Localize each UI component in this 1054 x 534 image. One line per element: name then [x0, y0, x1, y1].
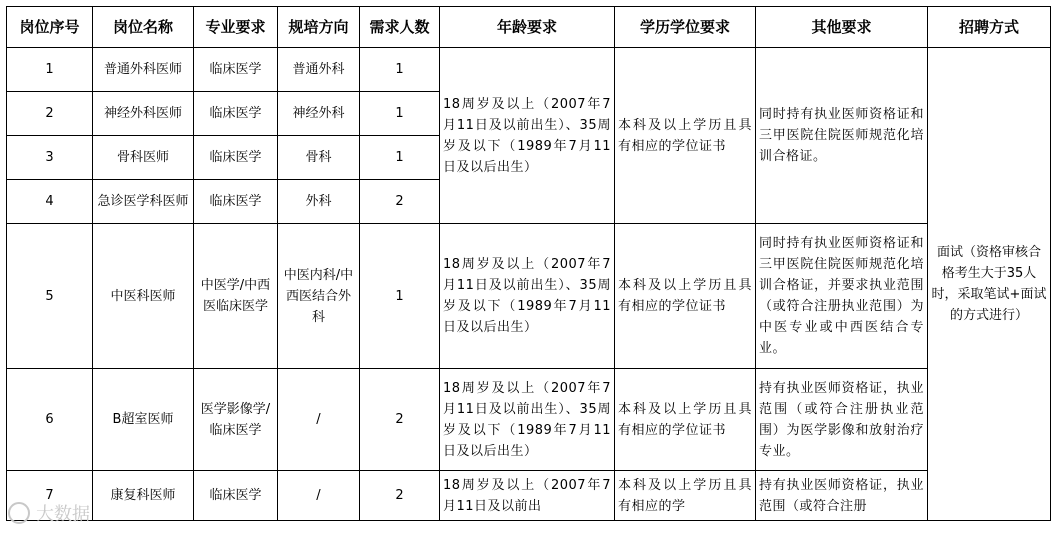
header-cell: 岗位名称	[93, 7, 194, 48]
training-direction: 普通外科	[278, 48, 360, 92]
age-requirement: 18周岁及以上（2007年7月11日及以前出	[440, 471, 615, 521]
header-cell: 年龄要求	[440, 7, 615, 48]
watermark	[8, 500, 90, 526]
education-requirement: 本科及以上学历且具有相应的学位证书	[615, 224, 756, 369]
header-row	[7, 7, 1051, 48]
training-direction: 中医内科/中西医结合外科	[278, 224, 360, 369]
headcount: 2	[360, 180, 440, 224]
position-name: 骨科医师	[93, 136, 194, 180]
position-no: 6	[7, 369, 93, 471]
header-cell: 规培方向	[278, 7, 360, 48]
position-no: 1	[7, 48, 93, 92]
position-name: 急诊医学科医师	[93, 180, 194, 224]
other-requirement: 同时持有执业医师资格证和三甲医院住院医师规范化培训合格证，并要求执业范围（或符合注册执业范围）为中医专业或中西医结合专业。	[756, 224, 928, 369]
position-name: 神经外科医师	[93, 92, 194, 136]
position-no: 7	[7, 471, 93, 521]
training-direction: 神经外科	[278, 92, 360, 136]
table-row	[7, 224, 1051, 369]
major-req: 医学影像学/临床医学	[194, 369, 278, 471]
header-cell: 其他要求	[756, 7, 928, 48]
header-cell: 招聘方式	[928, 7, 1051, 48]
watermark-logo-icon	[8, 502, 30, 524]
other-requirement: 持有执业医师资格证，执业范围（或符合注册执业范围）为医学影像和放射治疗专业。	[756, 369, 928, 471]
watermark-text: 大数据	[36, 504, 90, 525]
position-name: 普通外科医师	[93, 48, 194, 92]
table-row	[7, 48, 1051, 92]
position-no: 4	[7, 180, 93, 224]
education-requirement: 本科及以上学历且具有相应的学位证书	[615, 48, 756, 224]
header-cell: 需求人数	[360, 7, 440, 48]
position-no: 2	[7, 92, 93, 136]
major-req: 临床医学	[194, 92, 278, 136]
other-requirement: 同时持有执业医师资格证和三甲医院住院医师规范化培训合格证。	[756, 48, 928, 224]
training-direction: 外科	[278, 180, 360, 224]
header-cell: 学历学位要求	[615, 7, 756, 48]
headcount: 2	[360, 369, 440, 471]
headcount: 1	[360, 224, 440, 369]
table-row	[7, 471, 1051, 521]
recruit-method: 面试（资格审核合格考生大于35人时，采取笔试+面试的方式进行）	[928, 48, 1051, 521]
headcount: 1	[360, 92, 440, 136]
major-req: 临床医学	[194, 471, 278, 521]
age-requirement: 18周岁及以上（2007年7月11日及以前出生）、35周岁及以下（1989年7月11日及以后出生）	[440, 224, 615, 369]
headcount: 1	[360, 48, 440, 92]
position-no: 5	[7, 224, 93, 369]
education-requirement: 本科及以上学历且具有相应的学	[615, 471, 756, 521]
position-name: 康复科医师	[93, 471, 194, 521]
position-name: B超室医师	[93, 369, 194, 471]
education-requirement: 本科及以上学历且具有相应的学位证书	[615, 369, 756, 471]
major-req: 临床医学	[194, 136, 278, 180]
table-row	[7, 369, 1051, 471]
headcount: 1	[360, 136, 440, 180]
major-req: 中医学/中西医临床医学	[194, 224, 278, 369]
major-req: 临床医学	[194, 48, 278, 92]
other-requirement: 持有执业医师资格证，执业范围（或符合注册	[756, 471, 928, 521]
major-req: 临床医学	[194, 180, 278, 224]
training-direction: /	[278, 369, 360, 471]
headcount: 2	[360, 471, 440, 521]
training-direction: /	[278, 471, 360, 521]
age-requirement: 18周岁及以上（2007年7月11日及以前出生）、35周岁及以下（1989年7月11日及以后出生）	[440, 48, 615, 224]
training-direction: 骨科	[278, 136, 360, 180]
header-cell: 岗位序号	[7, 7, 93, 48]
position-name: 中医科医师	[93, 224, 194, 369]
age-requirement: 18周岁及以上（2007年7月11日及以前出生）、35周岁及以下（1989年7月11日及以后出生）	[440, 369, 615, 471]
recruitment-table	[6, 6, 1051, 521]
position-no: 3	[7, 136, 93, 180]
header-cell: 专业要求	[194, 7, 278, 48]
